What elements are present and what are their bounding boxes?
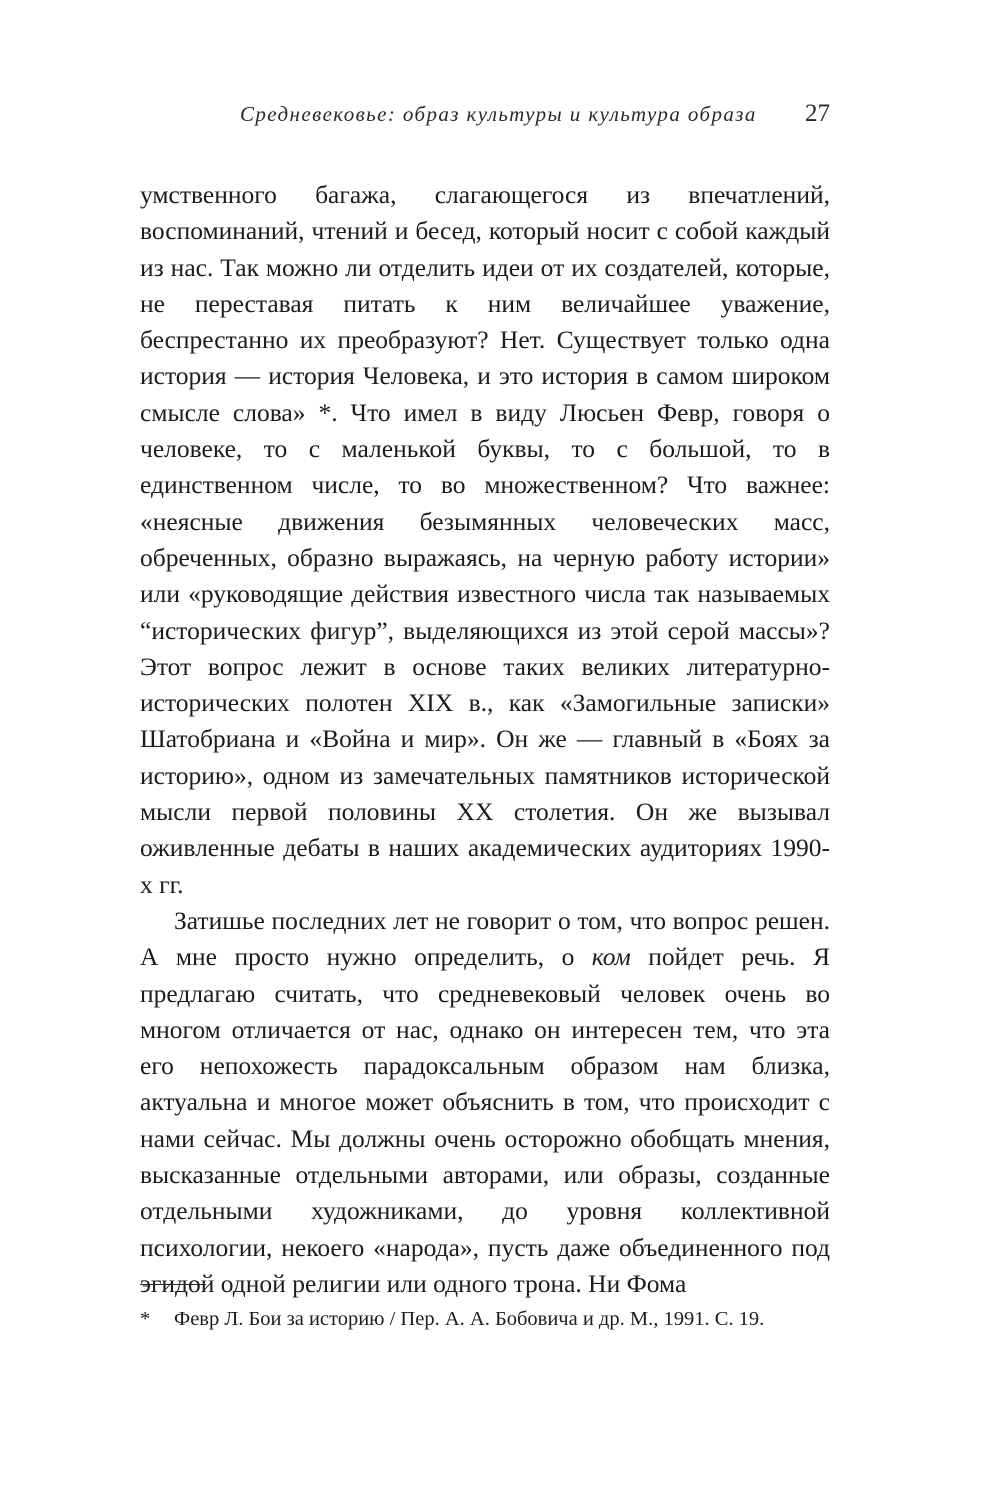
page-number: 27	[805, 100, 830, 127]
footnote-rule	[140, 1284, 206, 1285]
paragraph-text: Затишье последних лет не говорит о том, что вопрос решен. А мне просто нужно определить, о	[140, 905, 830, 972]
paragraph-text: пойдет речь. Я предлагаю считать, что средневековый человек очень во многом отличается от нас, однако он интересен тем, что эта его непохожесть парадоксальным образом нам близка, актуальна и многое может объяснить в том, что происходит с нами сейчас. Мы должны очень осторожно обобщать мнения, высказанные отдельными авторами, или образы, созданные отдельными художниками, до уровня коллективной психологии, некоего «народа», пусть даже объединенного под эгидой одной религии или одного трона. Ни Фома	[140, 942, 830, 1298]
paragraph	[140, 903, 830, 1302]
footnote-text: Февр Л. Бои за историю / Пер. А. А. Бобовича и др. М., 1991. С. 19.	[174, 1308, 765, 1330]
running-title: Средневековье: образ культуры и культура образа	[240, 102, 757, 126]
body-text	[140, 177, 830, 1302]
footnote-mark: *	[140, 1308, 151, 1330]
italic-emphasis: ком	[591, 942, 631, 972]
running-head	[140, 98, 830, 138]
paragraph: умственного багажа, слагающегося из впечатлений, воспоминаний, чтений и бесед, который носит с собой каждый из нас. Так можно ли отделить идеи от их создателей, которые, не переставая питать к ним величайшее уважение, беспрестанно их преобразуют? Нет. Существует только одна история — история Человека, и это история в самом широком смысле слова» *. Что имел в виду Люсьен Февр, говоря о человеке, то с маленькой буквы, то с большой, то в единственном числе, то во множественном? Что важнее: «неясные движения безымянных человеческих масс, обреченных, образно выражаясь, на черную работу истории» или «руководящие действия известного числа так называемых “исторических фигур”, выделяющихся из этой серой массы»? Этот вопрос лежит в основе таких великих литературно-исторических полотен XIX в., как «Замогильные записки» Шатобриана и «Война и мир». Он же — главный в «Боях за историю», одном из замечательных памятников исторической мысли первой половины XX столетия. Он же вызывал оживленные дебаты в наших академических аудиториях 1990-х гг.	[140, 180, 830, 899]
